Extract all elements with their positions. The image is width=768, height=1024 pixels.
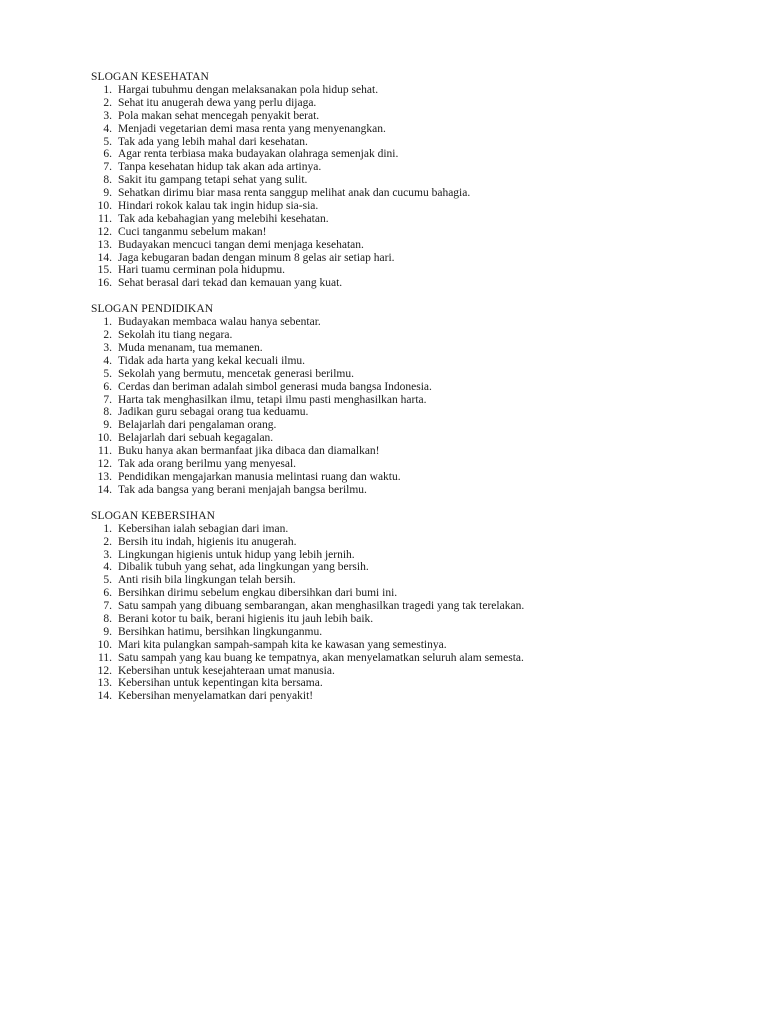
list-item: [91, 561, 731, 574]
item-number: 11.: [98, 651, 112, 664]
item-number: 14.: [97, 251, 112, 264]
item-number: 5.: [103, 135, 112, 148]
item-number: 12.: [97, 225, 112, 238]
item-number: 3.: [103, 109, 112, 122]
section-pendidikan: [91, 303, 731, 496]
item-text: Lingkungan higienis untuk hidup yang lebih jernih.: [118, 548, 355, 561]
item-text: Tak ada kebahagian yang melebihi kesehatan.: [118, 212, 329, 225]
item-number: 4.: [103, 122, 112, 135]
list-item: [91, 97, 731, 110]
item-number: 15.: [97, 264, 112, 277]
list-item: [91, 123, 731, 136]
item-text: Agar renta terbiasa maka budayakan olahraga semenjak dini.: [118, 148, 399, 161]
item-number: 1.: [103, 522, 112, 535]
item-number: 3.: [103, 342, 112, 355]
item-number: 8.: [103, 174, 112, 187]
item-text: Sekolah yang bermutu, mencetak generasi berilmu.: [118, 367, 354, 380]
section-kebersihan: [91, 510, 731, 703]
list-item: [91, 136, 731, 149]
list-item: [91, 690, 731, 703]
item-text: Hari tuamu cerminan pola hidupmu.: [118, 264, 286, 277]
slogan-list: [91, 84, 731, 290]
item-text: Satu sampah yang dibuang sembarangan, akan menghasilkan tragedi yang tak terelakan.: [118, 600, 525, 613]
item-number: 1.: [103, 84, 112, 96]
section-title: SLOGAN PENDIDIKAN: [91, 303, 214, 316]
list-item: [91, 445, 731, 458]
item-text: Kebersihan untuk kesejahteraan umat manusia.: [118, 664, 335, 677]
item-number: 2.: [103, 96, 112, 109]
item-number: 4.: [103, 561, 112, 574]
item-text: Tak ada bangsa yang berani menjajah bangsa berilmu.: [118, 483, 367, 496]
section-kesehatan: [91, 71, 731, 290]
list-item: [91, 574, 731, 587]
item-text: Cuci tanganmu sebelum makan!: [118, 225, 267, 238]
item-text: Satu sampah yang kau buang ke tempatnya, akan menyelamatkan seluruh alam semesta.: [118, 651, 524, 664]
item-text: Berani kotor tu baik, berani higienis itu jauh lebih baik.: [118, 612, 374, 625]
item-number: 11.: [98, 212, 112, 225]
list-item: [91, 84, 731, 97]
item-text: Kebersihan untuk kepentingan kita bersama.: [118, 677, 323, 690]
list-item: [91, 200, 731, 213]
item-text: Hindari rokok kalau tak ingin hidup sia-sia.: [118, 200, 319, 213]
list-item: [91, 484, 731, 497]
item-number: 12.: [97, 664, 112, 677]
item-number: 6.: [103, 148, 112, 161]
item-text: Anti risih bila lingkungan telah bersih.: [118, 574, 296, 587]
list-item: [91, 652, 731, 665]
item-text: Budayakan membaca walau hanya sebentar.: [118, 316, 321, 329]
slogan-list: [91, 316, 731, 496]
list-item: [91, 342, 731, 355]
item-text: Belajarlah dari pengalaman orang.: [118, 419, 277, 432]
item-number: 13.: [97, 677, 112, 690]
item-text: Harta tak menghasilkan ilmu, tetapi ilmu pasti menghasilkan harta.: [118, 393, 427, 406]
list-item: [91, 432, 731, 445]
item-text: Sehat berasal dari tekad dan kemauan yang kuat.: [118, 277, 343, 290]
list-item: [91, 252, 731, 265]
item-number: 7.: [103, 393, 112, 406]
item-number: 8.: [103, 612, 112, 625]
list-item: [91, 187, 731, 200]
item-text: Bersihkan hatimu, bersihkan lingkunganmu.: [118, 625, 323, 638]
item-text: Bersihkan dirimu sebelum engkau dibersihkan dari bumi ini.: [118, 587, 398, 600]
list-item: [91, 394, 731, 407]
item-number: 6.: [103, 587, 112, 600]
list-item: [91, 523, 731, 536]
list-item: [91, 406, 731, 419]
item-number: 11.: [98, 445, 112, 458]
list-item: [91, 381, 731, 394]
item-text: Tidak ada harta yang kekal kecuali ilmu.: [118, 354, 306, 367]
item-number: 9.: [103, 187, 112, 200]
list-item: [91, 174, 731, 187]
item-text: Cerdas dan beriman adalah simbol generasi muda bangsa Indonesia.: [118, 380, 432, 393]
item-number: 10.: [97, 638, 112, 651]
item-number: 10.: [97, 432, 112, 445]
list-item: [91, 110, 731, 123]
item-text: Hargai tubuhmu dengan melaksanakan pola hidup sehat.: [118, 84, 379, 96]
list-item: [91, 148, 731, 161]
item-number: 12.: [97, 458, 112, 471]
list-item: [91, 458, 731, 471]
list-item: [91, 600, 731, 613]
item-number: 2.: [103, 535, 112, 548]
item-text: Kebersihan menyelamatkan dari penyakit!: [118, 690, 314, 703]
item-number: 5.: [103, 367, 112, 380]
list-item: [91, 226, 731, 239]
item-text: Tak ada orang berilmu yang menyesal.: [118, 458, 297, 471]
item-number: 8.: [103, 406, 112, 419]
item-text: Kebersihan ialah sebagian dari iman.: [118, 522, 289, 535]
item-text: Belajarlah dari sebuah kegagalan.: [118, 432, 274, 445]
item-number: 2.: [103, 329, 112, 342]
item-number: 14.: [97, 690, 112, 703]
list-item: [91, 316, 731, 329]
list-item: [91, 213, 731, 226]
item-text: Sehatkan dirimu biar masa renta sanggup melihat anak dan cucumu bahagia.: [118, 187, 471, 200]
list-item: [91, 419, 731, 432]
list-item: [91, 665, 731, 678]
item-text: Tanpa kesehatan hidup tak akan ada artinya.: [118, 161, 322, 174]
item-number: 3.: [103, 548, 112, 561]
item-text: Mari kita pulangkan sampah-sampah kita ke kawasan yang semestinya.: [118, 638, 447, 651]
item-text: Sakit itu gampang tetapi sehat yang sulit.: [118, 174, 308, 187]
list-item: [91, 613, 731, 626]
item-number: 6.: [103, 380, 112, 393]
item-text: Budayakan mencuci tangan demi menjaga kesehatan.: [118, 238, 364, 251]
item-text: Jadikan guru sebagai orang tua keduamu.: [118, 406, 309, 419]
slogan-list: [91, 523, 731, 703]
item-text: Menjadi vegetarian demi masa renta yang menyenangkan.: [118, 122, 386, 135]
item-text: Dibalik tubuh yang sehat, ada lingkungan yang bersih.: [118, 561, 369, 574]
list-item: [91, 329, 731, 342]
list-item: [91, 368, 731, 381]
item-text: Sekolah itu tiang negara.: [118, 329, 233, 342]
item-number: 14.: [97, 483, 112, 496]
item-text: Bersih itu indah, higienis itu anugerah.: [118, 535, 297, 548]
list-item: [91, 277, 731, 290]
list-item: [91, 587, 731, 600]
list-item: [91, 264, 731, 277]
list-item: [91, 549, 731, 562]
list-item: [91, 677, 731, 690]
list-item: [91, 355, 731, 368]
item-number: 13.: [97, 470, 112, 483]
item-number: 10.: [97, 200, 112, 213]
list-item: [91, 161, 731, 174]
item-number: 1.: [103, 316, 112, 329]
item-text: Tak ada yang lebih mahal dari kesehatan.: [118, 135, 308, 148]
list-item: [91, 536, 731, 549]
item-text: Jaga kebugaran badan dengan minum 8 gelas air setiap hari.: [118, 251, 395, 264]
item-text: Buku hanya akan bermanfaat jika dibaca dan diamalkan!: [118, 445, 380, 458]
item-text: Sehat itu anugerah dewa yang perlu dijaga.: [118, 96, 317, 109]
item-number: 13.: [97, 238, 112, 251]
item-text: Pendidikan mengajarkan manusia melintasi ruang dan waktu.: [118, 470, 401, 483]
item-number: 7.: [103, 600, 112, 613]
item-text: Muda menanam, tua memanen.: [118, 342, 263, 355]
list-item: [91, 626, 731, 639]
item-number: 4.: [103, 354, 112, 367]
list-item: [91, 639, 731, 652]
list-item: [91, 239, 731, 252]
item-number: 5.: [103, 574, 112, 587]
section-title: SLOGAN KESEHATAN: [91, 71, 209, 83]
section-title: SLOGAN KEBERSIHAN: [91, 509, 216, 522]
item-number: 7.: [103, 161, 112, 174]
document-page: [91, 71, 731, 716]
item-number: 16.: [97, 277, 112, 290]
item-number: 9.: [103, 625, 112, 638]
item-number: 9.: [103, 419, 112, 432]
list-item: [91, 471, 731, 484]
item-text: Pola makan sehat mencegah penyakit berat.: [118, 109, 320, 122]
